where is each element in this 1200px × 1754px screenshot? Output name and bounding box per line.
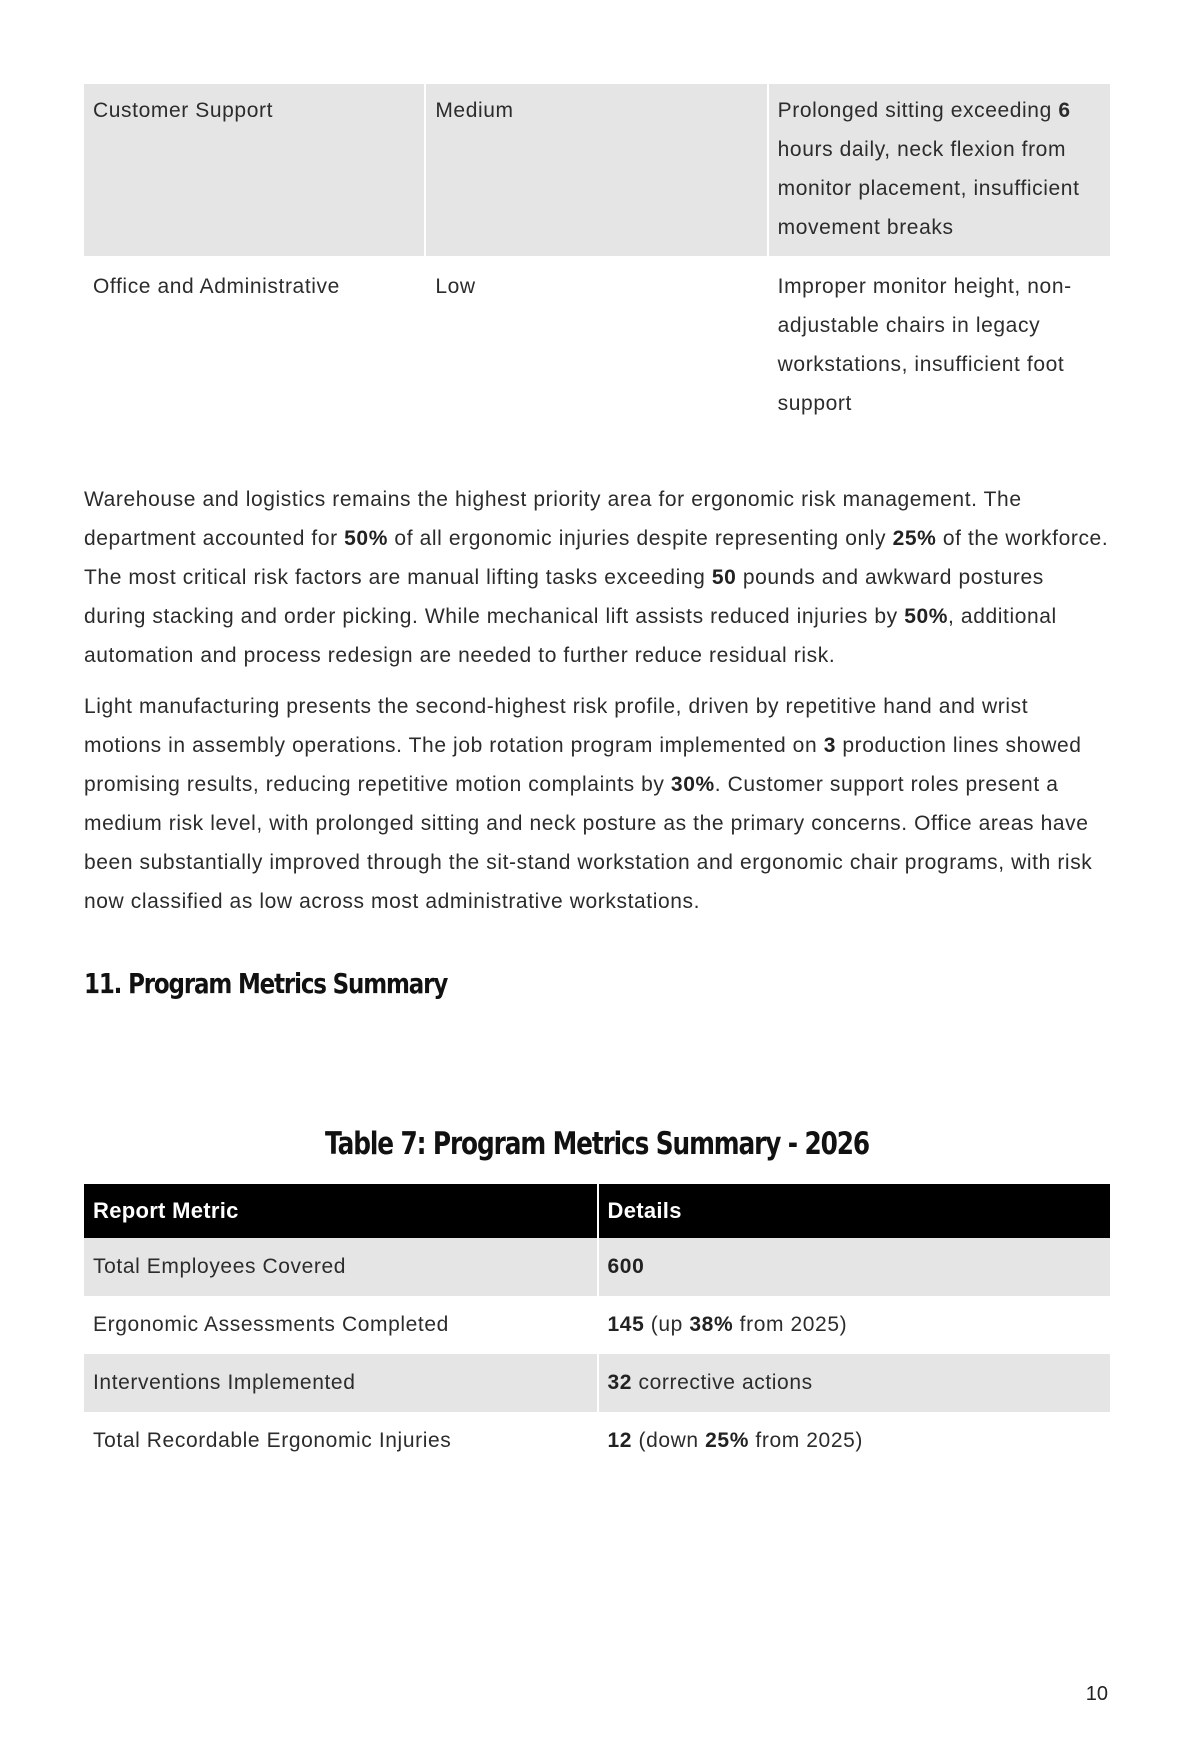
metric-details-cell (599, 1412, 1110, 1470)
paragraph-bold-value: 25% (892, 527, 937, 550)
metric-details-text-run: from 2025) (733, 1313, 848, 1336)
risk-factors-text-run: hours daily, neck flexion from monitor placement, insufficient movement breaks (777, 138, 1080, 239)
metric-name-cell: Total Recordable Ergonomic Injuries (93, 1429, 452, 1452)
department-cell: Customer Support (84, 84, 424, 256)
risk-level-cell: Low (435, 275, 476, 298)
metrics-table-row (84, 1354, 1110, 1412)
column-header-details: Details (599, 1184, 1110, 1238)
metric-details-bold-value: 25% (705, 1429, 749, 1452)
metrics-table-row (84, 1296, 1110, 1354)
paragraph-bold-value: 50% (344, 527, 388, 550)
page-number: 10 (1085, 1683, 1108, 1705)
risk-factors-text-run: Prolonged sitting exceeding (777, 99, 1059, 122)
paragraph-text-run: pounds and awkward postures during stacking and order picking. While mechanical lift assists reduced injuries by (84, 566, 1044, 628)
risk-level-cell: Medium (426, 84, 766, 256)
metric-details-cell (599, 1354, 1110, 1412)
metric-details-text-run: (down (632, 1429, 706, 1452)
risk-table-row (84, 256, 1110, 432)
metric-details-bold-value: 600 (607, 1255, 645, 1278)
department-cell: Office and Administrative (93, 275, 340, 298)
section-heading: 11. Program Metrics Summary (84, 967, 448, 1000)
paragraph-text-run: Warehouse and logistics remains the highest priority area for ergonomic risk management. The department accounted for (84, 488, 1022, 550)
metric-details-text-run: from 2025) (749, 1429, 863, 1452)
metric-details-cell (599, 1238, 1110, 1296)
metric-name-cell: Interventions Implemented (84, 1354, 597, 1412)
metrics-table-row (84, 1412, 1110, 1470)
paragraph (84, 687, 1110, 921)
paragraph-text-run: of the workforce. The most critical risk factors are manual lifting tasks exceeding (84, 527, 1109, 589)
metric-details-bold-value: 145 (607, 1313, 645, 1336)
body-text (84, 480, 1110, 921)
paragraph-text-run: , additional automation and process redesign are needed to further reduce residual risk. (84, 605, 1057, 667)
table-caption-text: Table 7: Program Metrics Summary - 2026 (324, 1126, 870, 1162)
risk-factors-cell (769, 84, 1110, 256)
paragraph-bold-value: 30% (670, 773, 715, 796)
table-caption (84, 1126, 1110, 1162)
metric-details-text-run: corrective actions (632, 1371, 813, 1394)
risk-factors-cell (769, 256, 1110, 432)
risk-table-row (84, 84, 1110, 256)
metric-details-cell (599, 1296, 1110, 1354)
metric-details-bold-value: 38% (689, 1313, 734, 1336)
metric-name-cell: Ergonomic Assessments Completed (93, 1313, 449, 1336)
risk-factors-text-run: Improper monitor height, non-adjustable chairs in legacy workstations, insufficient foot support (777, 275, 1072, 415)
paragraph-bold-value: 50% (904, 605, 949, 628)
column-header-metric: Report Metric (84, 1184, 597, 1238)
document-page (84, 84, 1110, 1470)
risk-table-body (84, 84, 1110, 432)
risk-table (82, 84, 1112, 432)
paragraph (84, 480, 1110, 675)
metric-name-cell: Total Employees Covered (84, 1238, 597, 1296)
metrics-header-row (84, 1184, 1110, 1238)
paragraph-text-run: . Customer support roles present a medium risk level, with prolonged sitting and neck posture as the primary concerns. Office areas have been substantially improved through the sit-stand workstation and ergonomic chair programs, with risk now classified as low across most administrative workstations. (84, 773, 1093, 913)
metric-details-text-run: (up (644, 1313, 690, 1336)
metrics-table-row (84, 1238, 1110, 1296)
metrics-table-body (84, 1238, 1110, 1470)
paragraph-text-run: Light manufacturing presents the second-highest risk profile, driven by repetitive hand and wrist motions in assembly operations. The job rotation program implemented on (84, 695, 1029, 757)
metrics-table (82, 1184, 1112, 1470)
metric-details-bold-value: 12 (607, 1429, 633, 1452)
paragraph-text-run: production lines showed promising results, reducing repetitive motion complaints by (84, 734, 1082, 796)
paragraph-bold-value: 3 (823, 734, 836, 757)
risk-factors-bold-value: 6 (1058, 99, 1071, 122)
paragraph-text-run: of all ergonomic injuries despite representing only (388, 527, 893, 550)
metric-details-bold-value: 32 (607, 1371, 633, 1394)
paragraph-bold-value: 50 (711, 566, 737, 589)
